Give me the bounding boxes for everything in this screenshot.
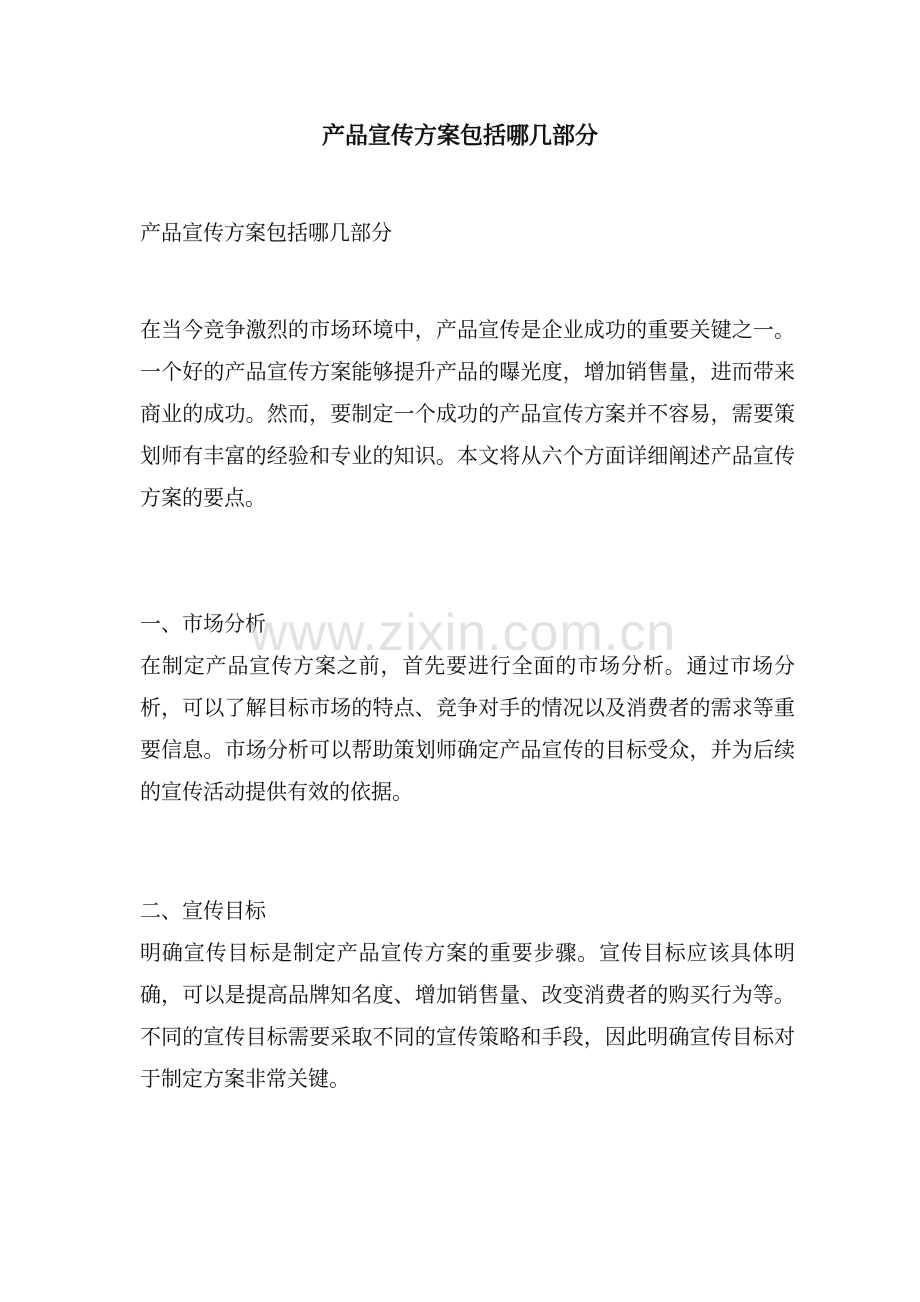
- watermark-text: www.zixin.com.cn: [249, 604, 677, 662]
- intro-paragraph: 在当今竞争激烈的市场环境中，产品宣传是企业成功的重要关键之一。一个好的产品宣传方案能够提升产品的曝光度，增加销售量，进而带来商业的成功。然而，要制定一个成功的产品宣传方案并不容易，需要策划师有丰富的经验和专业的知识。本文将从六个方面详细阐述产品宣传方案的要点。: [140, 318, 795, 510]
- section-body-market-analysis: 在制定产品宣传方案之前，首先要进行全面的市场分析。通过市场分析，可以了解目标市场的特点、竞争对手的情况以及消费者的需求等重要信息。市场分析可以帮助策划师确定产品宣传的目标受众，并为后续的宣传活动提供有效的依据。: [140, 654, 795, 804]
- section-body-promotion-goals: 明确宣传目标是制定产品宣传方案的重要步骤。宣传目标应该具体明确，可以是提高品牌知名度、增加销售量、改变消费者的购买行为等。不同的宣传目标需要采取不同的宣传策略和手段，因此明确宣传目标对于制定方案非常关键。: [140, 941, 795, 1091]
- page-title: 产品宣传方案包括哪几部分: [322, 122, 598, 149]
- section-heading-promotion-goals: 二、宣传目标: [140, 899, 266, 923]
- section-heading-market-analysis: 一、市场分析: [140, 612, 266, 636]
- document-subtitle: 产品宣传方案包括哪几部分: [140, 221, 392, 245]
